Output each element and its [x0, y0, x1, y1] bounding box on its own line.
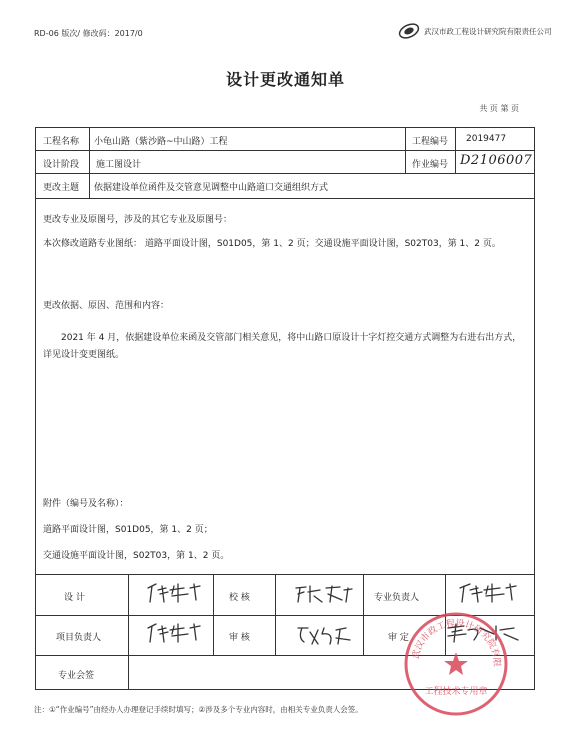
page-count: 共 页 第 页	[479, 104, 519, 113]
approve-label: 审 定	[388, 633, 409, 643]
org-logo	[398, 20, 552, 42]
signature-reviewer	[294, 622, 354, 648]
signature-designer	[144, 580, 204, 606]
project-lead-label: 项目负责人	[56, 633, 102, 643]
form-code: RD-06 版次/ 修改码：2017/0	[34, 29, 143, 38]
svg-text:武汉市政工程设计研究院有限责任公司: 武汉市政工程设计研究院有限	[411, 618, 502, 667]
job-no-handwritten: D2106007	[460, 153, 533, 168]
design-label: 设 计	[64, 593, 85, 603]
change-subject-label: 更改主题	[43, 183, 80, 193]
reason-text: 2021 年 4 月，依据建设单位来函及交管部门相关意见，将中山路口原设计十字灯控交通方式调整为右进右出方式，详见设计变更图纸。	[43, 333, 522, 360]
footer-note: 注：①“作业编号”由经办人办理登记手续时填写；②涉及多个专业内容时，由相关专业负责人会签。	[34, 705, 363, 714]
project-name-label: 工程名称	[43, 137, 80, 147]
review-label: 审 核	[229, 633, 250, 643]
design-stage-label: 设计阶段	[43, 160, 80, 170]
form-table	[35, 127, 535, 690]
scope-heading: 更改专业及原图号，涉及的其它专业及原图号：	[43, 215, 233, 225]
org-name: 武汉市政工程设计研究院有限责任公司	[424, 27, 552, 36]
countersign-label: 专业会签	[58, 671, 95, 681]
page-title: 设计更改通知单	[225, 70, 345, 89]
project-no-label: 工程编号	[412, 137, 449, 147]
change-subject-value: 依据建设单位函件及交管意见调整中山路道口交通组织方式	[94, 183, 329, 193]
seal-stamp-icon	[400, 608, 512, 720]
svg-text:工程技术专用章: 工程技术专用章	[424, 687, 488, 697]
signature-specialty-lead	[456, 578, 520, 606]
company-seal	[400, 608, 512, 720]
check-label: 校 核	[229, 593, 250, 603]
signature-checker	[292, 582, 356, 606]
signature-project-lead	[144, 620, 204, 646]
project-name-value: 小龟山路（紫沙路~中山路）工程	[94, 137, 228, 147]
attachments-heading: 附件（编号及名称）：	[43, 499, 129, 509]
scope-text: 本次修改道路专业图纸： 道路平面设计图，S01D05，第 1、2 页；交通设施平面设计图，S02T03，第 1、2 页。	[43, 239, 501, 249]
project-no-value: 2019477	[466, 134, 507, 144]
job-no-label: 作业编号	[412, 160, 449, 170]
design-stage-value: 施工图设计	[96, 160, 142, 170]
reason-heading: 更改依据、原因、范围和内容：	[43, 301, 170, 311]
specialty-lead-label: 专业负责人	[374, 593, 420, 603]
attachment-2: 交通设施平面设计图，S02T03，第 1、2 页。	[43, 551, 230, 561]
org-logo-icon	[398, 20, 420, 42]
attachment-1: 道路平面设计图，S01D05，第 1、2 页；	[43, 525, 213, 535]
